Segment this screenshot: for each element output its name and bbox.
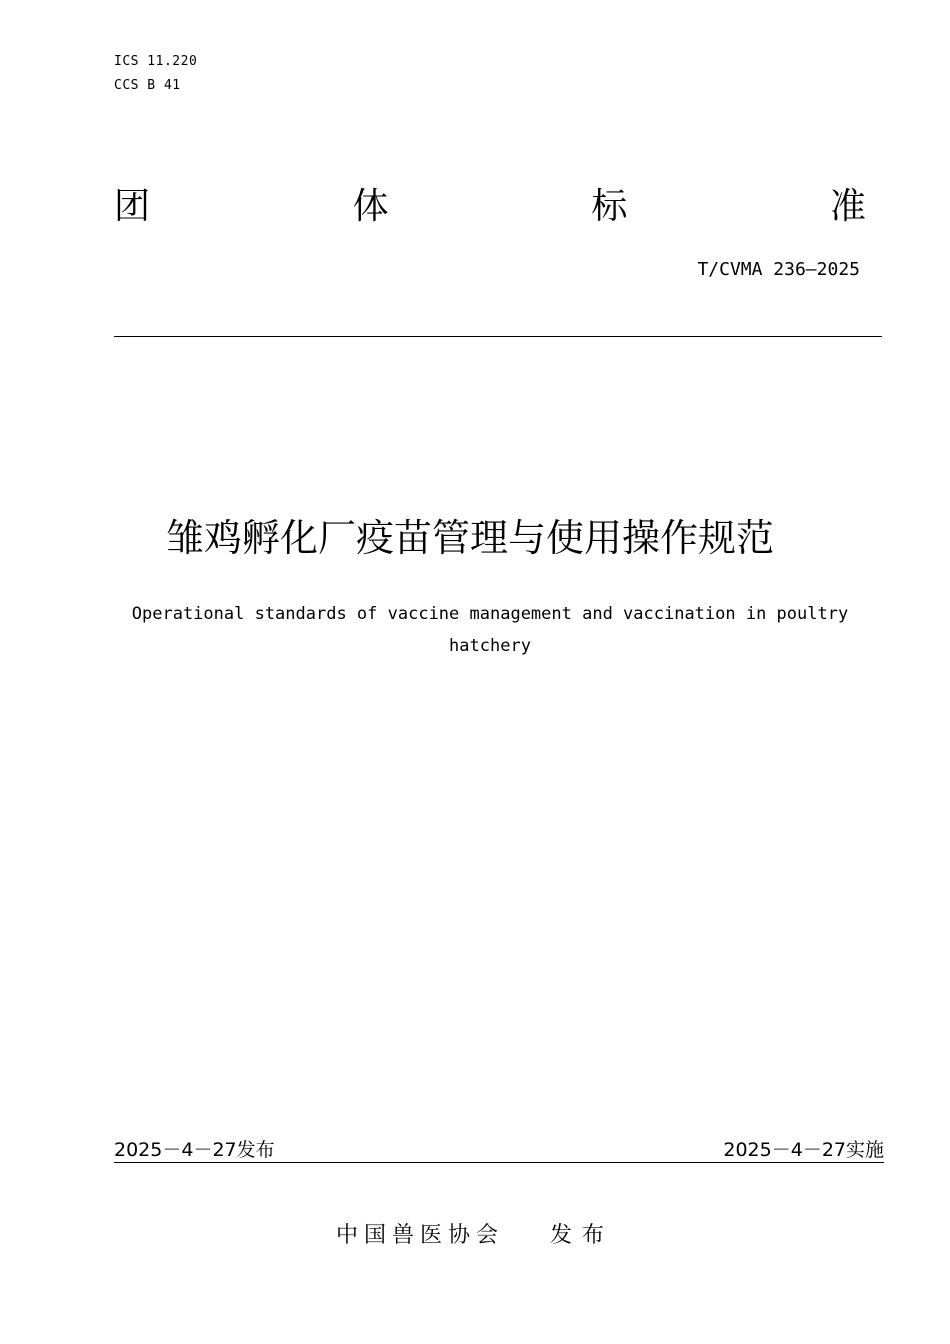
title-english: Operational standards of vaccine management and vaccination in poultry hatchery — [131, 604, 849, 656]
publish-date: 2025－4－27发布 — [114, 1139, 275, 1161]
standard-type-char: 体 — [352, 186, 389, 227]
implement-date: 2025－4－27实施 — [723, 1139, 884, 1161]
standard-number: T/CVMA 236—2025 — [697, 259, 860, 280]
classification-codes — [114, 50, 197, 98]
ccs-code: CCS B 41 — [114, 78, 181, 93]
footer-divider — [114, 1162, 884, 1163]
publisher-name: 中国兽医协会 — [335, 1223, 504, 1248]
header-divider — [114, 336, 882, 337]
standard-type-char: 标 — [591, 186, 628, 227]
title-chinese: 雏鸡孵化厂疫苗管理与使用操作规范 — [165, 516, 774, 560]
ics-code: ICS 11.220 — [114, 54, 198, 69]
date-row — [114, 1137, 884, 1163]
publisher-row — [0, 1220, 950, 1252]
standard-type-heading — [114, 183, 866, 231]
standard-type-char: 团 — [114, 186, 151, 227]
publisher-action: 发布 — [550, 1223, 615, 1248]
standard-type-char: 准 — [829, 186, 866, 227]
title-chinese-wrap — [0, 510, 950, 566]
